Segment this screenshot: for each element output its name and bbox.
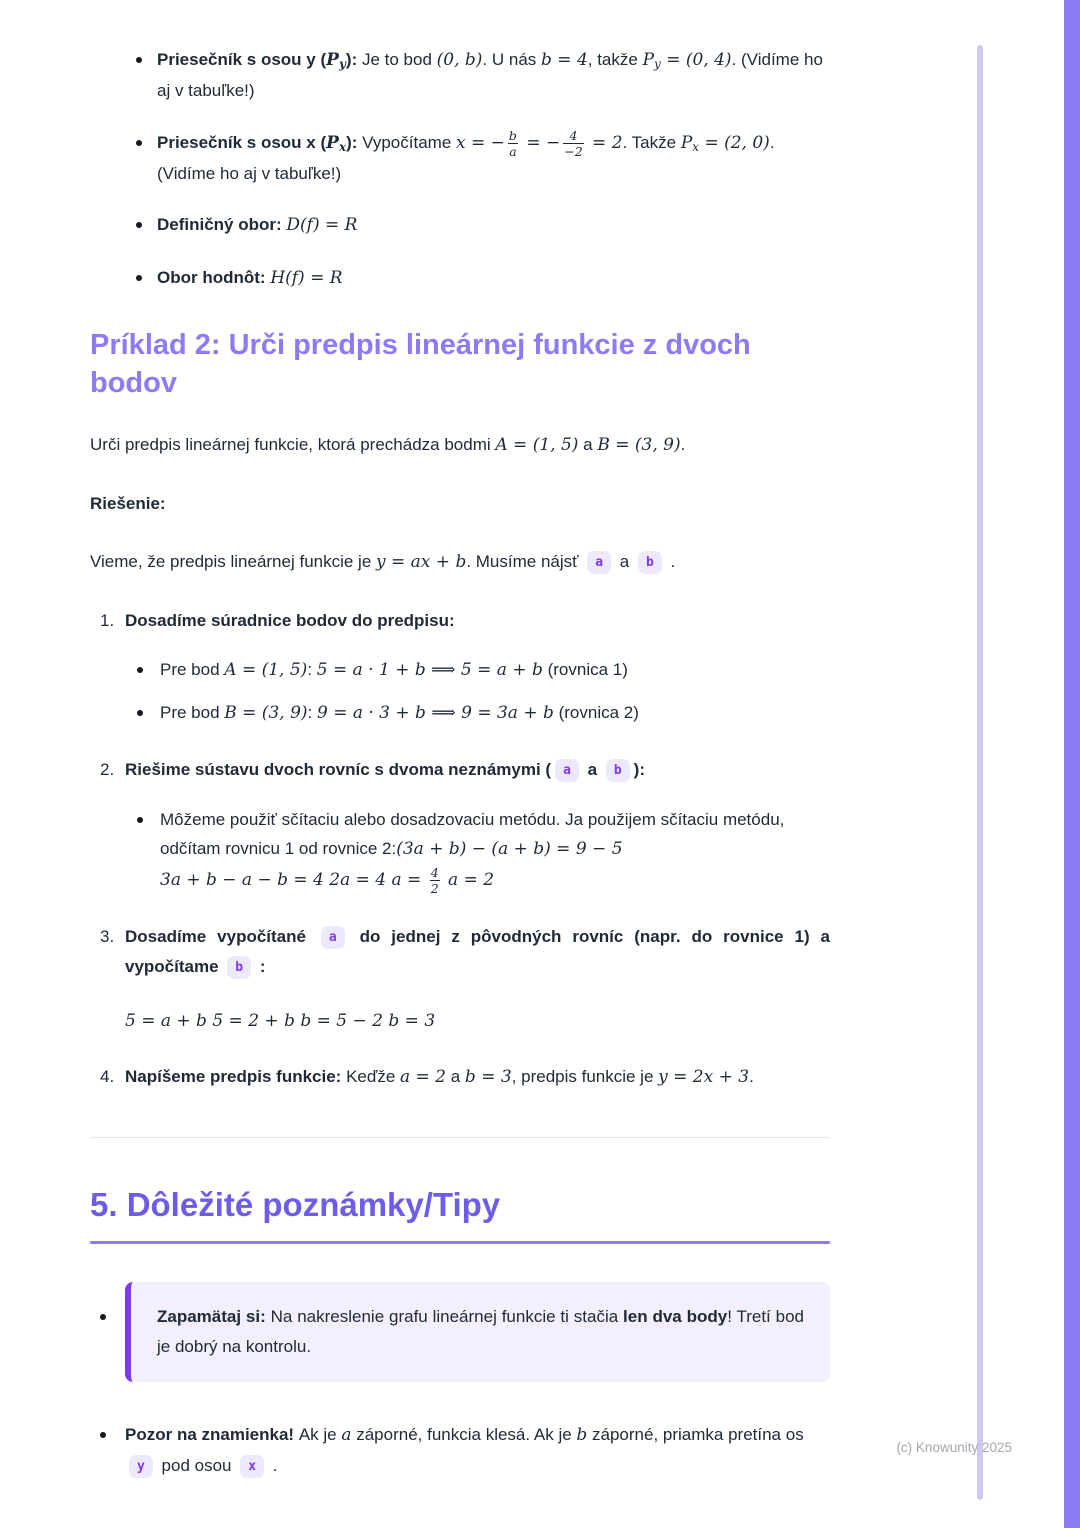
- text-run: = 2: [586, 132, 623, 153]
- nested-bullet-list: [125, 655, 830, 729]
- text-run: záporné, priamka pretína os: [587, 1424, 804, 1444]
- section-heading-tipy: 5. Dôležité poznámky/Tipy: [90, 1186, 501, 1224]
- ordered-item-1: [90, 606, 830, 729]
- fraction: $\frac{4}{-2}$: [564, 127, 583, 159]
- text-run: . Musíme nájsť: [466, 551, 584, 571]
- text-run: a = 2: [442, 870, 495, 891]
- text-run: pod osou: [156, 1455, 237, 1475]
- fraction: $\frac{b}{a}$: [508, 127, 517, 159]
- text-run: len dva body: [623, 1307, 728, 1327]
- note-item-text: [125, 1420, 830, 1481]
- nested-item-text: [160, 698, 830, 729]
- text-run: Priesečník s osou y (: [157, 50, 327, 69]
- text-run: x = −: [456, 132, 505, 153]
- ordered-item-3: [90, 922, 830, 1036]
- list-number: 2.: [100, 759, 115, 779]
- text-run: . (Vidíme ho aj v tabuľke!): [157, 132, 775, 183]
- text-run: (3a + b) − (a + b) = 9 − 5: [396, 839, 623, 860]
- right-edge-bar: [1064, 0, 1080, 1528]
- inline-code-badge: a: [587, 551, 611, 574]
- text-run: B = (3, 9): [597, 435, 681, 456]
- inline-code-badge: a: [555, 759, 579, 782]
- list-item: [90, 263, 830, 294]
- paragraph-riesenie-label: [90, 489, 830, 519]
- text-run: b = 4: [541, 50, 588, 70]
- equation-line: [125, 1006, 830, 1037]
- text-run: Pozor na znamienka!: [125, 1424, 299, 1444]
- text-run: Ak je: [298, 1424, 342, 1444]
- nested-bullet-list: [125, 805, 830, 897]
- inline-code-badge: a: [321, 926, 345, 949]
- nested-item-equation: [160, 865, 830, 896]
- paragraph-vieme: [90, 547, 830, 578]
- text-run: , predpis funkcie je: [511, 1067, 659, 1087]
- inline-code-badge: b: [638, 551, 662, 574]
- text-run: D(f) = R: [286, 215, 358, 236]
- list-number: 3.: [100, 927, 115, 947]
- fraction: $\frac{4}{2}$: [430, 865, 439, 897]
- text-run: Obor hodnôt:: [157, 268, 271, 288]
- text-run: záporné, funkcia klesá. Ak je: [351, 1424, 577, 1444]
- copyright-footer: (c) Knowunity 2025: [896, 1440, 1012, 1455]
- ordered-item-4: [90, 1062, 830, 1093]
- text-run: :: [255, 956, 266, 976]
- nested-list-item: [125, 805, 830, 897]
- text-run: B = (3, 9): [224, 703, 308, 724]
- ordered-list: [90, 606, 830, 1094]
- text-run: (rovnica 2): [553, 703, 639, 723]
- nested-list-item: [125, 698, 830, 729]
- text-run: .: [680, 435, 686, 455]
- text-run: y: [654, 57, 661, 71]
- list-item-text: [157, 45, 830, 106]
- text-run: b: [576, 1424, 588, 1445]
- scrollbar-track[interactable]: [977, 45, 983, 1500]
- text-run: Môžeme použiť sčítaciu alebo dosadzovaciu metódu. Ja použijem sčítaciu metódu, odčítam rovnicu 1 od rovnice 2:: [160, 809, 785, 859]
- text-run: Dosadíme vypočítané: [125, 927, 317, 947]
- text-run: a: [446, 1067, 465, 1087]
- nested-item-text: [160, 805, 830, 866]
- heading-underline: [90, 1241, 830, 1244]
- text-run: Vieme, že predpis lineárnej funkcie je: [90, 551, 377, 571]
- text-run: a: [615, 551, 634, 571]
- text-run: 9 = a · 3 + b ⟹ 9 = 3a + b: [316, 703, 554, 724]
- inline-code-badge: b: [227, 956, 251, 979]
- text-run: ):: [345, 50, 358, 69]
- ordered-item-title: [125, 606, 830, 636]
- text-run: y: [338, 57, 346, 71]
- text-run: Napíšeme predpis funkcie:: [125, 1067, 347, 1087]
- text-run: Pre bod: [160, 703, 225, 723]
- text-run: a: [578, 435, 598, 455]
- list-item: [90, 128, 830, 189]
- list-number: 4.: [100, 1067, 115, 1087]
- text-run: Dosadíme súradnice bodov do predpisu:: [125, 610, 455, 630]
- inline-code-badge: x: [240, 1455, 264, 1478]
- text-run: Keďže: [346, 1067, 400, 1087]
- text-run: 5 = a + b 5 = 2 + b b = 5 − 2 b = 3: [125, 1010, 436, 1031]
- note-item-pozor: [90, 1420, 830, 1481]
- text-run: 3a + b − a − b = 4 2a = 4 a =: [160, 870, 427, 891]
- text-run: .: [665, 551, 676, 571]
- text-run: y = 2x + 3: [658, 1067, 750, 1088]
- text-run: ):: [633, 759, 645, 779]
- text-run: P: [642, 50, 655, 70]
- notes-list: [90, 1282, 830, 1480]
- inline-code-badge: y: [129, 1455, 153, 1478]
- text-run: ! Tretí bod je dobrý na kontrolu.: [157, 1307, 804, 1357]
- text-run: P: [326, 132, 339, 153]
- text-run: Definičný obor:: [157, 215, 287, 235]
- list-item-text: [157, 263, 830, 294]
- text-run: = (2, 0): [699, 132, 770, 153]
- text-run: . (Vidíme ho aj v tabuľke!): [157, 50, 823, 100]
- section-divider: [90, 1137, 830, 1138]
- text-run: do jednej z pôvodných rovníc (napr. do rovnice 1) a vypočítame: [125, 927, 830, 976]
- ordered-item-2: [90, 755, 830, 896]
- text-run: Na nakreslenie grafu lineárnej funkcie ti stačia: [270, 1307, 624, 1327]
- text-run: Vypočítame: [357, 132, 457, 152]
- text-run: a = 2: [400, 1067, 447, 1088]
- text-run: :: [307, 703, 317, 723]
- text-run: P: [680, 132, 693, 153]
- text-run: . U nás: [482, 50, 542, 69]
- text-run: ):: [346, 132, 358, 152]
- text-run: :: [307, 660, 317, 680]
- text-run: a: [582, 759, 602, 779]
- text-run: x: [692, 139, 700, 154]
- text-run: Pre bod: [160, 660, 225, 680]
- paragraph-zadanie: [90, 430, 830, 461]
- list-item: [90, 210, 830, 241]
- text-run: .: [749, 1067, 754, 1087]
- bullet-list: [90, 45, 830, 294]
- list-number: 1.: [100, 610, 115, 630]
- text-run: = −: [520, 132, 561, 153]
- text-run: Urči predpis lineárnej funkcie, ktorá prechádza bodmi: [90, 435, 496, 455]
- text-run: b = 3: [464, 1067, 512, 1088]
- text-run: (0, b): [436, 50, 483, 70]
- text-run: = (0, 4): [660, 50, 732, 70]
- nested-list-item: [125, 655, 830, 686]
- text-run: H(f) = R: [270, 268, 343, 289]
- list-item-text: [157, 210, 830, 241]
- text-run: x: [338, 139, 347, 154]
- text-run: Priesečník s osou x (: [157, 132, 327, 152]
- text-run: Riešenie:: [90, 494, 166, 514]
- ordered-item-title: [125, 922, 830, 982]
- text-run: Je to bod: [357, 50, 437, 69]
- text-run: . Takže: [622, 132, 681, 152]
- text-run: (rovnica 1): [542, 660, 628, 680]
- document-content: [90, 0, 830, 1518]
- callout-blockquote: [125, 1282, 830, 1382]
- text-run: .: [268, 1455, 278, 1475]
- text-run: A = (1, 5): [495, 435, 579, 456]
- list-item: [90, 45, 830, 106]
- text-run: 5 = a · 1 + b ⟹ 5 = a + b: [316, 660, 543, 681]
- text-run: a: [341, 1424, 352, 1445]
- text-run: Riešime sústavu dvoch rovníc s dvoma neznámymi (: [125, 759, 552, 779]
- ordered-item-title: [125, 755, 830, 785]
- list-item-text: [157, 128, 830, 189]
- text-run: , takže: [587, 50, 643, 69]
- section-heading-priklad-2: Príklad 2: Urči predpis lineárnej funkcie z dvoch bodov: [90, 328, 751, 400]
- ordered-item-title: [125, 1062, 830, 1093]
- text-run: P: [326, 50, 339, 70]
- note-item-zapamataj: [90, 1282, 830, 1382]
- text-run: y = ax + b: [376, 551, 467, 572]
- inline-code-badge: b: [606, 759, 630, 782]
- nested-item-text: [160, 655, 830, 686]
- text-run: A = (1, 5): [224, 660, 308, 681]
- text-run: Zapamätaj si:: [157, 1307, 271, 1327]
